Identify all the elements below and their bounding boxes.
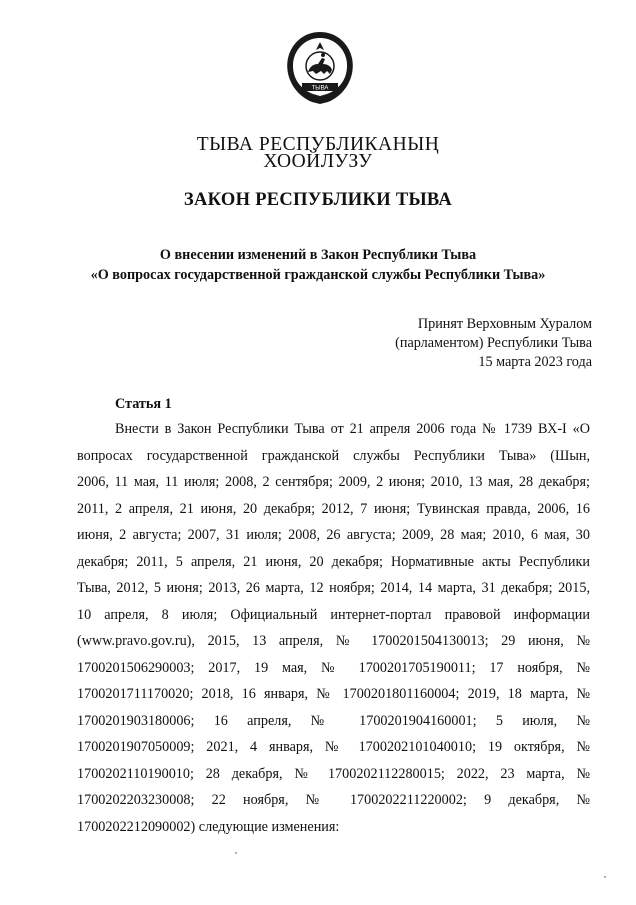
body-line: 1700202110190010; 28 декабря, № 1700202112280015; 2022, 23 марта, №	[77, 765, 590, 782]
body-line: 1700201903180006; 16 апреля, № 1700201904160001; 5 июля, №	[77, 712, 590, 729]
scan-speck	[604, 876, 606, 878]
body-line: 10 апреля, 8 июля; Официальный интернет-портал правовой информации	[77, 606, 590, 623]
body-line: 1700202203230008; 22 ноября, № 1700202211220002; 9 декабря, №	[77, 792, 590, 808]
emblem-banner-text: ТЫВА	[311, 85, 329, 92]
law-title: ЗАКОН РЕСПУБЛИКИ ТЫВА	[183, 190, 453, 210]
body-line: 1700201711170020; 2018, 16 января, № 1700201801160004; 2019, 18 марта, №	[77, 686, 590, 702]
law-subject	[0, 245, 636, 285]
body-line: 2011, 2 апреля, 21 июня, 20 декабря; 2012, 7 июня; Тувинская правда, 2006, 16	[77, 500, 590, 517]
body-line-last: 1700202212090002) следующие изменения:	[77, 818, 340, 835]
coat-of-arms-emblem	[280, 28, 360, 108]
adopted-line1: Принят Верховным Хуралом	[417, 316, 592, 332]
adopted-date: 15 марта 2023 года	[478, 354, 592, 370]
article-body	[77, 416, 590, 840]
body-line: вопросах государственной гражданской службы Республики Тыва» (Шын,	[77, 447, 590, 464]
body-line: декабря; 2011, 5 апреля, 21 июня, 20 декабря; Нормативные акты Республики	[77, 553, 590, 570]
body-line: июня, 2 августа; 2007, 31 июля; 2008, 26 августа; 2009, 28 мая; 2010, 6 мая, 30	[77, 527, 590, 543]
body-line: (www.pravo.gov.ru), 2015, 13 апреля, № 1700201504130013; 29 июня, №	[77, 633, 590, 649]
body-line: Тыва, 2012, 5 июня; 2013, 26 марта, 12 ноября; 2014, 14 марта, 31 декабря; 2015,	[77, 580, 590, 596]
subject-line2: «О вопросах государственной гражданской службы Республики Тыва»	[90, 267, 546, 283]
republic-title-line1: ТЫВА РЕСПУБЛИКАНЫҢ	[196, 134, 440, 155]
article-heading: Статья 1	[115, 396, 172, 412]
adopted-line2: (парламентом) Республики Тыва	[395, 335, 592, 351]
adoption-note	[395, 315, 592, 372]
body-line: 1700201506290003; 2017, 19 мая, № 1700201705190011; 17 ноября, №	[77, 659, 590, 676]
body-line: 1700201907050009; 2021, 4 января, № 1700202101040010; 19 октября, №	[77, 739, 590, 755]
body-line: Внести в Закон Республики Тыва от 21 апреля 2006 года № 1739 ВХ-I «О	[115, 421, 590, 437]
subject-line1: О внесении изменений в Закон Республики Тыва	[159, 247, 477, 263]
scan-speck	[235, 852, 237, 854]
republic-title-line2: ХООЙЛУЗУ	[263, 151, 373, 172]
body-line: 2006, 11 мая, 11 июля; 2008, 2 сентября; 2009, 2 июня; 2010, 13 мая, 28 декабря;	[77, 474, 590, 490]
